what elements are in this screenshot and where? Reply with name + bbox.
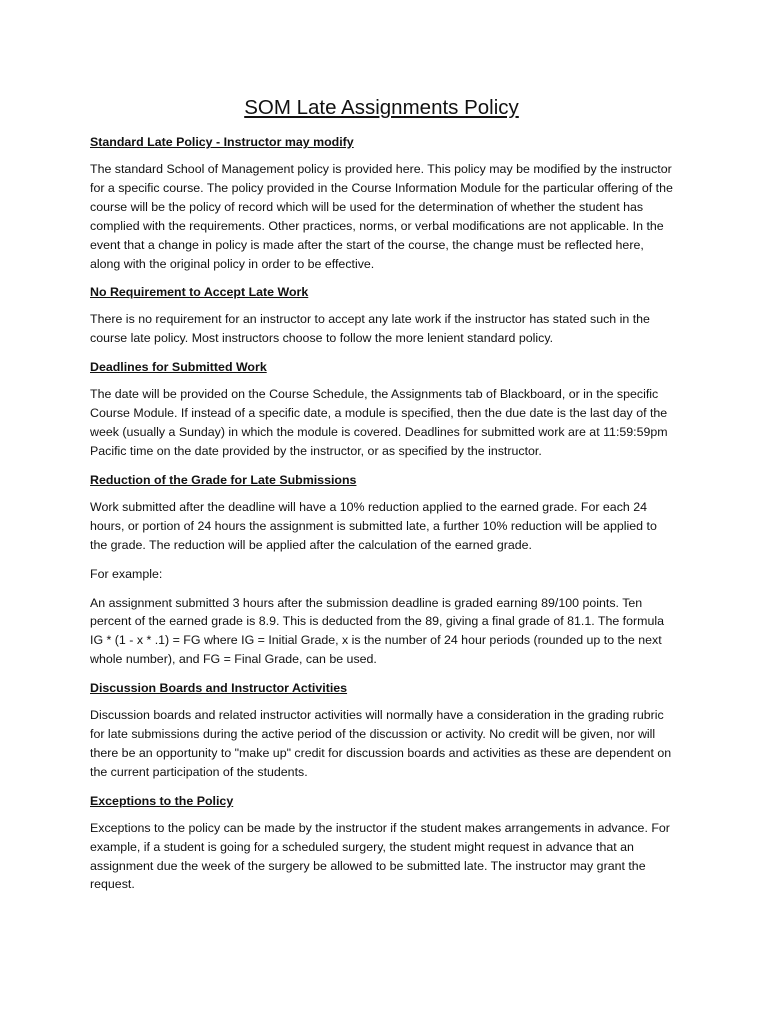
page-title: SOM Late Assignments Policy <box>244 96 519 119</box>
paragraph: For example: <box>90 566 163 581</box>
section-heading: Discussion Boards and Instructor Activities <box>90 681 348 696</box>
section-deadlines <box>90 358 673 461</box>
paragraph: There is no requirement for an instructor to accept any late work if the instructor has stated such in the course late policy. Most instructors choose to follow the more lenient standard policy. <box>90 312 650 346</box>
section-standard-late-policy <box>90 133 673 273</box>
section-exceptions <box>90 792 673 895</box>
section-heading: Reduction of the Grade for Late Submissions <box>90 472 357 487</box>
section-grade-reduction <box>90 471 673 669</box>
paragraph: Exceptions to the policy can be made by the instructor if the student makes arrangements in advance. For example, if a student is going for a scheduled surgery, the student might request in advance that an assignment due the week of the surgery be allowed to be submitted late. The instructor may grant the request. <box>90 820 670 892</box>
section-heading: Deadlines for Submitted Work <box>90 360 267 375</box>
section-heading: Standard Late Policy - Instructor may modify <box>90 135 354 149</box>
paragraph: The standard School of Management policy is provided here. This policy may be modified by the instructor for a specific course. The policy provided in the Course Information Module for the particular offering of the course will be the policy of record which will be used for the determination of whether the student has complied with the requirements. Other practices, norms, or verbal modifications are not applicable. In the event that a change in policy is made after the start of the course, the change must be reflected here, along with the original policy in order to be effective. <box>90 162 673 271</box>
paragraph: Discussion boards and related instructor activities will normally have a consideration in the grading rubric for late submissions during the active period of the discussion or activity. No credit will be given, nor will there be an opportunity to "make up" credit for discussion boards and activities as these are dependent on the current participation of the students. <box>90 708 672 779</box>
section-discussion-boards <box>90 679 673 782</box>
paragraph: The date will be provided on the Course Schedule, the Assignments tab of Blackboard, or in the specific Course Module. If instead of a specific date, a module is specified, then the due date is the last day of the week (usually a Sunday) in which the module is covered. Deadlines for submitted work are at 11:59:59pm Pacific time on the date provided by the instructor, or as specified by the instructor. <box>90 387 668 458</box>
section-heading: Exceptions to the Policy <box>90 793 234 808</box>
paragraph: Work submitted after the deadline will have a 10% reduction applied to the earned grade. For each 24 hours, or portion of 24 hours the assignment is submitted late, a further 10% reduction will be applied to the grade. The reduction will be applied after the calculation of the earned grade. <box>90 499 657 552</box>
paragraph: An assignment submitted 3 hours after the submission deadline is graded earning 89/100 points. Ten percent of the earned grade is 8.9. This is deducted from the 89, giving a final grade of 81.1. The formula IG * (1 - x * .1) = FG where IG = Initial Grade, x is the number of 24 hour periods (rounded up to the next whole number), and FG = Final Grade, can be used. <box>90 595 664 667</box>
section-no-requirement-late-work <box>90 283 673 348</box>
section-heading: No Requirement to Accept Late Work <box>90 285 309 300</box>
